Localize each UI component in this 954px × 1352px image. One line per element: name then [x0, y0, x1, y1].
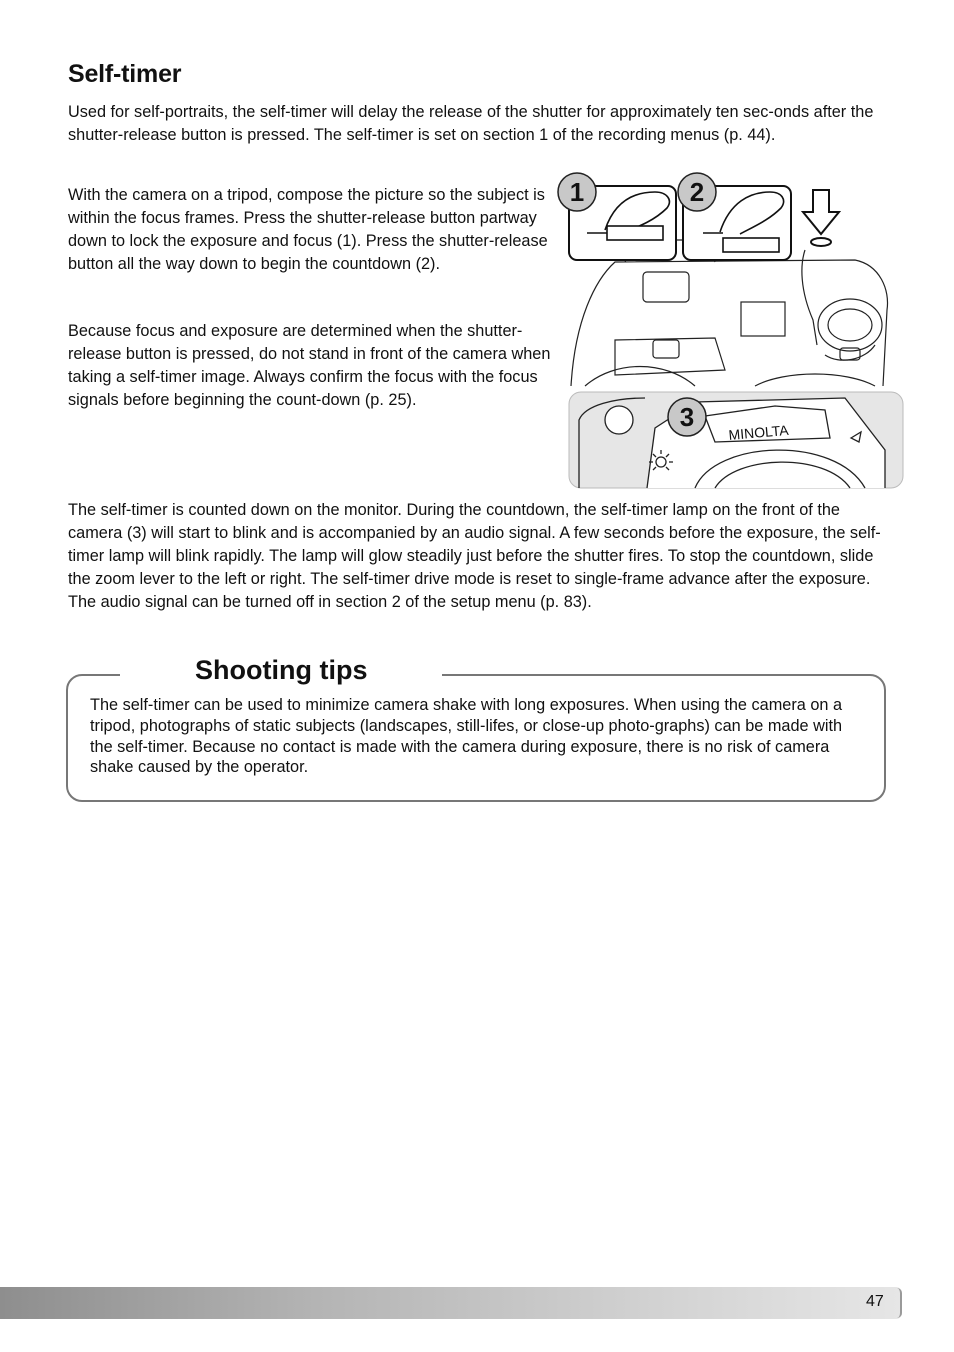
page-number: 47: [866, 1293, 884, 1310]
intro-paragraph: Used for self-portraits, the self-timer will delay the release of the shutter for approximately ten sec-onds after the shutter-release button is pressed. The self-timer is set on section 1 of the recording menus (p. 44).: [68, 103, 874, 144]
callout-1-icon: [558, 173, 596, 211]
callout-3-icon: [668, 398, 706, 436]
callout-2-icon: [678, 173, 716, 211]
callout-3: 3: [679, 402, 695, 432]
tips-text: The self-timer can be used to minimize camera shake with long exposures. When using the camera on a tripod, photographs of static subjects (landscapes, still-lifes, or close-up photo-graphs) can be made with the self-timer. Because no contact is made with the camera during exposure, there is no risk of camera shake caused by the operator.: [90, 696, 843, 777]
tripod-paragraph: With the camera on a tripod, compose the picture so the subject is within the focus frames. Press the shutter-release button partway down to lock the exposure and focus (1). Press the shutter-release button all the way down to begin the countdown (2).: [68, 186, 548, 273]
callout-1: 1: [569, 177, 585, 207]
camera-top-drawing: [571, 240, 888, 386]
camera-illustration: [555, 170, 905, 492]
footer-bar: [0, 1287, 902, 1319]
focus-warning-paragraph: Because focus and exposure are determined when the shutter-release button is pressed, do not stand in front of the camera when taking a self-timer image. Always confirm the focus with the focus signals before beginning the count-down (p. 25).: [68, 322, 551, 409]
press-arrow: [803, 190, 839, 246]
footer-bar-edge: [897, 1288, 902, 1318]
countdown-paragraph: The self-timer is counted down on the monitor. During the countdown, the self-timer lamp on the front of the camera (3) will start to blink and is accompanied by an audio signal. A few seconds before the exposure, the self-timer lamp will blink rapidly. The lamp will glow steadily just before the shutter fires. To stop the countdown, slide the zoom lever to the left or right. The self-timer drive mode is reset to single-frame advance after the exposure. The audio signal can be turned off in section 2 of the setup menu (p. 83).: [68, 501, 881, 611]
tips-heading: Shooting tips: [195, 655, 368, 685]
section-title: Self-timer: [68, 60, 182, 88]
callout-2: 2: [689, 177, 705, 207]
brand-logo: MINOLTA: [727, 421, 790, 443]
